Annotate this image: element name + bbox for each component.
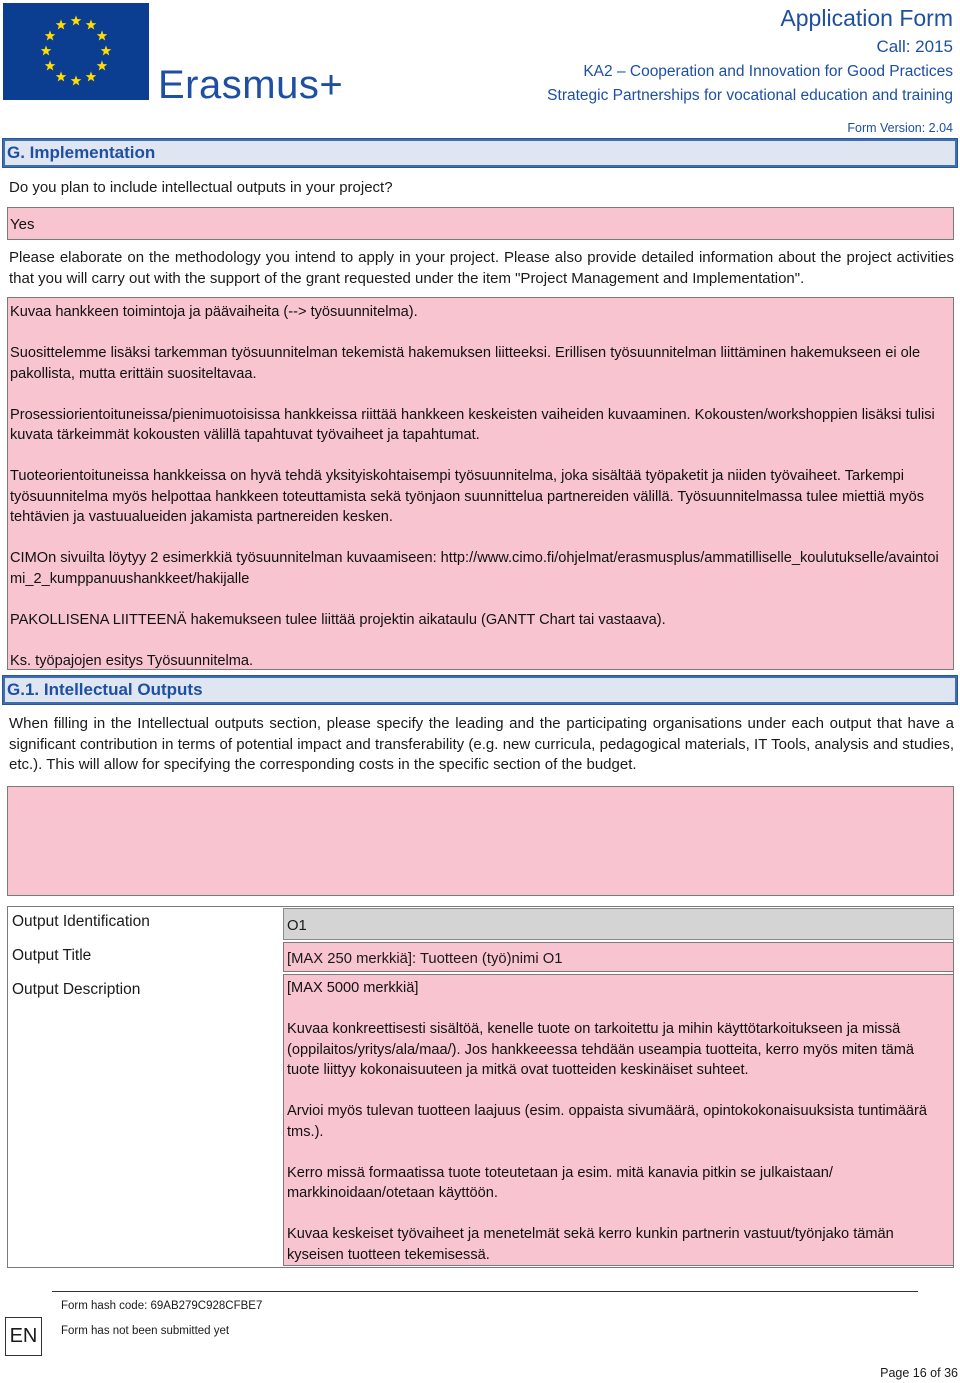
footer-divider	[52, 1291, 918, 1292]
output-description-label: Output Description	[12, 981, 141, 998]
language-indicator: EN	[5, 1317, 42, 1356]
description-paragraph: Kuvaa konkreettisesti sisältöä, kenelle tuote on tarkoitettu ja mihin käyttötarkoitukseen ja missä (oppilaitos/yritys/ala/maa/). Jos hankkeeessa tehdään useampia tuotteita, kerro myös miten tämä tuote liittyy kokonaisuuteen ja mitkä ovat tuotteiden keskinäiset suhteet.	[287, 1021, 915, 1078]
eu-stars-icon	[3, 3, 149, 100]
output-description-field[interactable]	[283, 974, 954, 1266]
eu-star-icon	[101, 45, 112, 55]
key-action-title: KA2 – Cooperation and Innovation for Good Practices	[583, 63, 953, 80]
eu-flag-logo	[3, 3, 149, 100]
answer-paragraph: Suosittelemme lisäksi tarkemman työsuunnitelman tekemistä hakemuksen liitteeksi. Erillisen työsuunnitelman liittäminen hakemukseen ei ole pakollista, mutta erittäin suositeltavaa.	[10, 345, 921, 382]
erasmus-plus-logo: Erasmus+	[158, 63, 344, 107]
submission-status: Form has not been submitted yet	[61, 1325, 230, 1337]
intellectual-outputs-question: Do you plan to include intellectual outputs in your project?	[9, 179, 393, 196]
eu-star-icon	[71, 75, 82, 85]
eu-star-icon	[41, 45, 52, 55]
eu-star-icon	[56, 19, 67, 29]
section-g-title: G. Implementation	[7, 143, 156, 162]
partnership-type: Strategic Partnerships for vocational education and training	[547, 87, 953, 104]
methodology-answer-text	[10, 302, 950, 671]
answer-paragraph: CIMOn sivuilta löytyy 2 esimerkkiä työsuunnitelman kuvaamiseen: http://www.cimo.fi/ohjelmat/erasmusplus/ammatilliselle_koulutukselle/avaintoimi_2_kumppanuushankkeet/hakijalle	[10, 550, 939, 587]
eu-star-icon	[86, 19, 97, 29]
methodology-question: Please elaborate on the methodology you intend to apply in your project. Please also provide detailed information about the project activities that you will carry out with the support of the grant requested under the item "Project Management and Implementation".	[9, 249, 954, 287]
output-description-text	[287, 978, 949, 1265]
answer-paragraph: Prosessiorientoituneissa/pienimuotoisissa hankkeissa riittää hankkeen keskeisten vaiheiden kuvaaminen. Kokousten/workshoppien lisäksi tulisi kuvata tärkeimmät kokousten välillä tapahtuvat työvaiheet ja tapahtumat.	[10, 406, 935, 443]
eu-star-icon	[97, 60, 108, 70]
form-hash-code: Form hash code: 69AB279C928CFBE7	[61, 1300, 263, 1312]
answer-paragraph: Tuoteorientoituneissa hankkeissa on hyvä tehdä yksityiskohtaisempi työsuunnitelma, joka sisältää työpaketit ja niiden työvaiheet. Tarkempi työsuunnitelma myös helpottaa hankkeen toteuttamista sekä työnjaon suunnittelua partnereiden välillä. Työsuunnitelmassa tulee miettiä myös tehtävien ja vastuualueiden jakamista partnereiden kesken.	[10, 468, 924, 525]
intellectual-outputs-empty-answer[interactable]	[7, 786, 954, 896]
answer-paragraph: Kuvaa hankkeen toimintoja ja päävaiheita (--> työsuunnitelma).	[10, 304, 418, 320]
section-g1-title: G.1. Intellectual Outputs	[7, 680, 203, 699]
answer-paragraph: Ks. työpajojen esitys Työsuunnitelma.	[10, 652, 254, 669]
output-title-field[interactable]	[283, 942, 954, 972]
call-year: Call: 2015	[876, 37, 953, 56]
eu-star-icon	[45, 60, 56, 70]
output-title-value: [MAX 250 merkkiä]: Tuotteen (työ)nimi O1	[287, 951, 563, 967]
description-paragraph: [MAX 5000 merkkiä]	[287, 980, 419, 996]
page-number: Page 16 of 36	[880, 1366, 958, 1380]
output-identification-value	[283, 908, 954, 940]
eu-star-icon	[71, 15, 82, 25]
section-g-header	[2, 138, 958, 168]
intellectual-outputs-answer[interactable]	[7, 207, 954, 240]
eu-star-icon	[97, 30, 108, 40]
answer-paragraph: PAKOLLISENA LIITTEENÄ hakemukseen tulee liittää projektin aikataulu (GANTT Chart tai vastaava).	[10, 611, 666, 628]
intellectual-outputs-intro: When filling in the Intellectual outputs section, please specify the leading and the participating organisations under each output that have a significant contribution in terms of potential impact and transferability (e.g. new curricula, pedagogical materials, IT Tools, analysis and studies, etc.). This will allow for specifying the corresponding costs in the specific section of the budget.	[9, 715, 954, 773]
description-paragraph: Kerro missä formaatissa tuote toteutetaan ja esim. mitä kanavia pitkin se julkaistaan/ markkinoidaan/otetaan käyttöön.	[287, 1164, 833, 1201]
output-identification-label: Output Identification	[12, 913, 150, 930]
eu-star-icon	[86, 71, 97, 81]
output-id: O1	[287, 918, 307, 934]
eu-star-icon	[45, 30, 56, 40]
output-title-label: Output Title	[12, 947, 92, 964]
answer-yes: Yes	[10, 216, 35, 233]
methodology-answer[interactable]	[7, 297, 954, 670]
application-form-title: Application Form	[780, 5, 953, 31]
eu-star-icon	[56, 71, 67, 81]
section-g1-header	[2, 675, 958, 705]
form-version: Form Version: 2.04	[847, 121, 953, 135]
description-paragraph: Arvioi myös tulevan tuotteen laajuus (esim. oppaista sivumäärä, opintokokonaisuuksista tuntimäärä tms.).	[287, 1103, 928, 1140]
description-paragraph: Kuvaa keskeiset työvaiheet ja menetelmät sekä kerro kunkin partnerin vastuut/työnjako tämän kyseisen tuotteen tekemisessä.	[287, 1226, 894, 1263]
